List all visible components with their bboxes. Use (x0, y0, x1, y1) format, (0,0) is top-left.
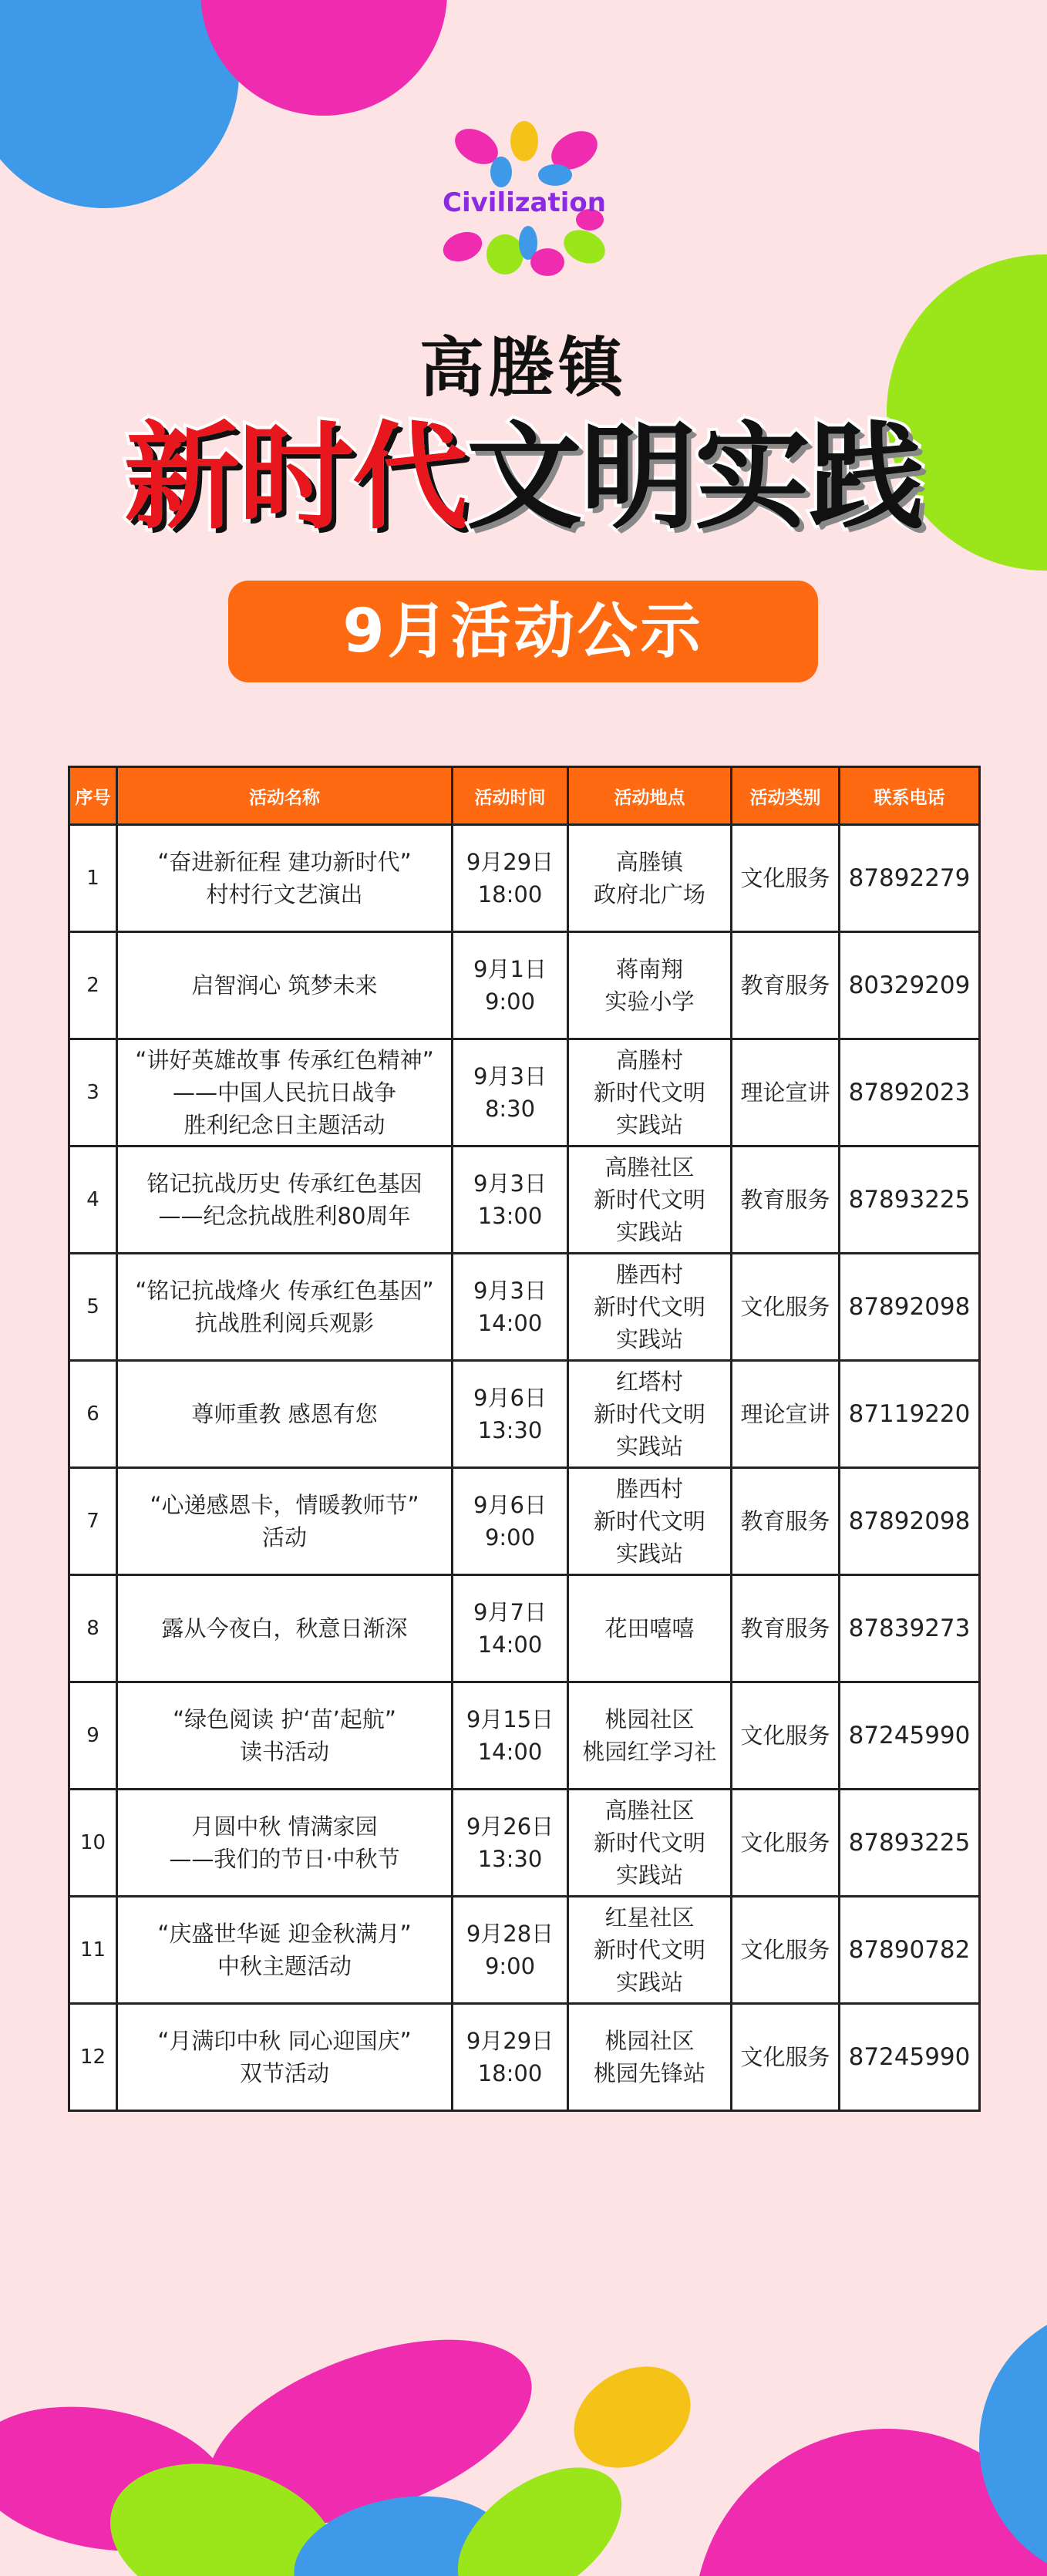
row-index: 10 (69, 1790, 117, 1897)
activity-time: 9月6日 13:30 (453, 1361, 568, 1468)
activity-category: 文化服务 (732, 825, 840, 932)
header-name: 活动名称 (117, 767, 453, 825)
activity-category: 教育服务 (732, 1147, 840, 1254)
activity-time: 9月3日 8:30 (453, 1039, 568, 1147)
header-index: 序号 (69, 767, 117, 825)
activity-phone: 87245990 (840, 1682, 980, 1790)
activity-name: “心递感恩卡，情暖教师节” 活动 (117, 1468, 453, 1575)
activity-time: 9月1日 9:00 (453, 932, 568, 1039)
table-row (69, 2004, 980, 2111)
activity-category: 教育服务 (732, 1468, 840, 1575)
activity-time: 9月3日 13:00 (453, 1147, 568, 1254)
activity-name: 启智润心 筑梦未来 (117, 932, 453, 1039)
activity-time: 9月29日 18:00 (453, 2004, 568, 2111)
town-name: 高塍镇 (419, 330, 628, 406)
activity-place: 花田嘻嘻 (568, 1575, 732, 1682)
activity-category: 文化服务 (732, 1254, 840, 1361)
activity-name: “庆盛世华诞 迎金秋满月” 中秋主题活动 (117, 1897, 453, 2004)
activity-time: 9月26日 13:30 (453, 1790, 568, 1897)
header-place: 活动地点 (568, 767, 732, 825)
activity-place: 高塍社区 新时代文明 实践站 (568, 1790, 732, 1897)
table-row (69, 1682, 980, 1790)
month-banner: 9月活动公示 (228, 581, 818, 682)
activity-place: 高塍村 新时代文明 实践站 (568, 1039, 732, 1147)
activity-place: 红塔村 新时代文明 实践站 (568, 1361, 732, 1468)
activity-phone: 87892279 (840, 825, 980, 932)
activity-category: 文化服务 (732, 2004, 840, 2111)
activity-time: 9月28日 9:00 (453, 1897, 568, 2004)
row-index: 3 (69, 1039, 117, 1147)
flower-petals-bottom-left (0, 2302, 709, 2576)
row-index: 1 (69, 825, 117, 932)
activity-table (68, 766, 981, 2112)
activity-place: 高塍社区 新时代文明 实践站 (568, 1147, 732, 1254)
table-row (69, 1361, 980, 1468)
table-row (69, 1790, 980, 1897)
activity-time: 9月15日 14:00 (453, 1682, 568, 1790)
row-index: 7 (69, 1468, 117, 1575)
row-index: 12 (69, 2004, 117, 2111)
activity-name: “讲好英雄故事 传承红色精神” ——中国人民抗日战争 胜利纪念日主题活动 (117, 1039, 453, 1147)
activity-name: 尊师重教 感恩有您 (117, 1361, 453, 1468)
table-row (69, 932, 980, 1039)
table-row (69, 1147, 980, 1254)
activity-phone: 87893225 (840, 1790, 980, 1897)
row-index: 9 (69, 1682, 117, 1790)
row-index: 5 (69, 1254, 117, 1361)
activity-phone: 87839273 (840, 1575, 980, 1682)
table-row (69, 1468, 980, 1575)
activity-place: 红星社区 新时代文明 实践站 (568, 1897, 732, 2004)
activity-place: 蒋南翔 实验小学 (568, 932, 732, 1039)
activity-place: 塍西村 新时代文明 实践站 (568, 1468, 732, 1575)
activity-category: 文化服务 (732, 1897, 840, 2004)
civilization-logo (432, 120, 617, 281)
main-title (0, 412, 1047, 544)
logo-text: Civilization (443, 187, 606, 218)
table-row (69, 1039, 980, 1147)
activity-phone: 87892098 (840, 1254, 980, 1361)
row-index: 8 (69, 1575, 117, 1682)
activity-phone: 87119220 (840, 1361, 980, 1468)
activity-time: 9月3日 14:00 (453, 1254, 568, 1361)
activity-phone: 87892023 (840, 1039, 980, 1147)
row-index: 6 (69, 1361, 117, 1468)
table-row (69, 1897, 980, 2004)
activity-place: 高塍镇 政府北广场 (568, 825, 732, 932)
activity-name: 月圆中秋 情满家园 ——我们的节日·中秋节 (117, 1790, 453, 1897)
table-row (69, 825, 980, 932)
header-category: 活动类别 (732, 767, 840, 825)
row-index: 11 (69, 1897, 117, 2004)
activity-name: “奋进新征程 建功新时代” 村村行文艺演出 (117, 825, 453, 932)
title-black-part: 文明实践 (466, 411, 924, 545)
activity-phone: 87893225 (840, 1147, 980, 1254)
activity-name: “铭记抗战烽火 传承红色基因” 抗战胜利阅兵观影 (117, 1254, 453, 1361)
header-time: 活动时间 (453, 767, 568, 825)
activity-time: 9月29日 18:00 (453, 825, 568, 932)
row-index: 4 (69, 1147, 117, 1254)
blue-circle-top-left (0, 0, 239, 208)
activity-category: 理论宣讲 (732, 1039, 840, 1147)
activity-place: 塍西村 新时代文明 实践站 (568, 1254, 732, 1361)
activity-category: 理论宣讲 (732, 1361, 840, 1468)
activity-phone: 87892098 (840, 1468, 980, 1575)
activity-phone: 80329209 (840, 932, 980, 1039)
activity-phone: 87890782 (840, 1897, 980, 2004)
header-phone: 联系电话 (840, 767, 980, 825)
table-row (69, 1254, 980, 1361)
activity-name: 露从今夜白，秋意日渐深 (117, 1575, 453, 1682)
title-red-part: 新时代 (123, 411, 466, 545)
activity-time: 9月6日 9:00 (453, 1468, 568, 1575)
activity-category: 文化服务 (732, 1790, 840, 1897)
activity-name: “月满印中秋 同心迎国庆” 双节活动 (117, 2004, 453, 2111)
activity-place: 桃园社区 桃园红学习社 (568, 1682, 732, 1790)
activity-category: 教育服务 (732, 1575, 840, 1682)
activity-category: 教育服务 (732, 932, 840, 1039)
activity-name: 铭记抗战历史 传承红色基因 ——纪念抗战胜利80周年 (117, 1147, 453, 1254)
table-row (69, 1575, 980, 1682)
activity-phone: 87245990 (840, 2004, 980, 2111)
table-header-row (69, 767, 980, 825)
pink-circle-top (200, 0, 447, 116)
activity-name: “绿色阅读 护‘苗’起航” 读书活动 (117, 1682, 453, 1790)
activity-time: 9月7日 14:00 (453, 1575, 568, 1682)
activity-place: 桃园社区 桃园先锋站 (568, 2004, 732, 2111)
activity-category: 文化服务 (732, 1682, 840, 1790)
row-index: 2 (69, 932, 117, 1039)
